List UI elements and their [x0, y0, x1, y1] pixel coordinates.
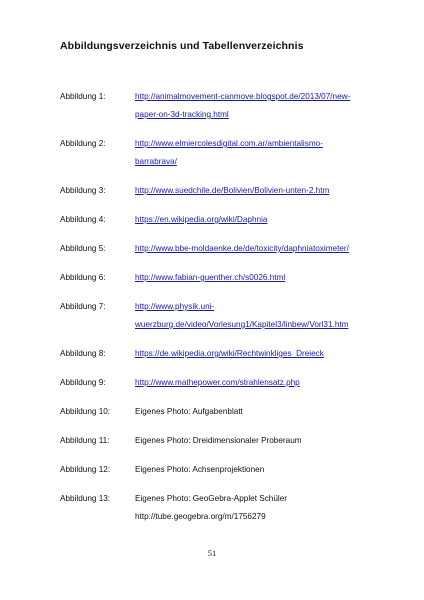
- figure-label: Abbildung 1:: [60, 92, 106, 101]
- figure-entry: [60, 211, 380, 229]
- url-link-line[interactable]: wuerzburg.de/video/Vorlesung1/Kapitel3/linbew/Vorl31.htm: [135, 320, 349, 329]
- page-title: Abbildungsverzeichnis und Tabellenverzeichnis: [60, 40, 304, 52]
- source-text-line: http://tube.geogebra.org/m/1756279: [135, 512, 266, 521]
- figure-source-text: [135, 403, 380, 421]
- figure-entry: [60, 135, 380, 171]
- figure-source-text: [135, 432, 380, 450]
- url-link-line[interactable]: http://www.bbe-moldaenke.de/de/toxicity/daphniatoximeter/: [135, 244, 349, 253]
- url-link-line[interactable]: http://www.suedchile.de/Bolivien/Bolivien-unten-2.htm: [135, 186, 330, 195]
- url-link-line[interactable]: http://www.elmiercolesdigital.com.ar/ambientalismo-: [135, 139, 323, 148]
- figure-label: Abbildung 6:: [60, 273, 106, 282]
- url-link-line[interactable]: barrabrava/: [135, 157, 177, 166]
- figure-entry: [60, 403, 380, 421]
- figure-source-text: [135, 490, 380, 526]
- figure-entry: [60, 269, 380, 287]
- figure-source-link[interactable]: [135, 345, 380, 363]
- figure-label: Abbildung 4:: [60, 215, 106, 224]
- figure-label: Abbildung 3:: [60, 186, 106, 195]
- figure-label: Abbildung 2:: [60, 139, 106, 148]
- figure-source-link[interactable]: [135, 135, 380, 171]
- figure-label: Abbildung 9:: [60, 378, 106, 387]
- figure-label: Abbildung 12:: [60, 465, 111, 474]
- figure-entry: [60, 432, 380, 450]
- figure-source-link[interactable]: [135, 240, 380, 258]
- figure-source-link[interactable]: [135, 298, 380, 334]
- url-link-line[interactable]: https://en.wikipedia.org/wiki/Daphnia: [135, 215, 268, 224]
- figure-source-link[interactable]: [135, 269, 380, 287]
- figure-source-link[interactable]: [135, 182, 380, 200]
- figure-label: Abbildung 7:: [60, 302, 106, 311]
- source-text-line: Eigenes Photo: GeoGebra-Applet Schüler: [135, 494, 288, 503]
- figure-source-link[interactable]: [135, 211, 380, 229]
- url-link-line[interactable]: paper-on-3d-tracking.html: [135, 110, 229, 119]
- url-link-line[interactable]: http://animalmovement-canmove.blogspot.de/2013/07/new-: [135, 92, 351, 101]
- figure-label: Abbildung 10:: [60, 407, 111, 416]
- figure-label: Abbildung 8:: [60, 349, 106, 358]
- figure-entry: [60, 88, 380, 124]
- source-text-line: Eigenes Photo: Achsenprojektionen: [135, 465, 265, 474]
- source-text-line: Eigenes Photo: Dreidimensionaler Proberaum: [135, 436, 302, 445]
- url-link-line[interactable]: http://www.physik.uni-: [135, 302, 215, 311]
- figure-source-text: [135, 461, 380, 479]
- figure-list: [60, 88, 380, 537]
- figure-label: Abbildung 11:: [60, 436, 110, 445]
- url-link-line[interactable]: http://www.fabian-guenther.ch/s0026.html: [135, 273, 286, 282]
- figure-entry: [60, 374, 380, 392]
- figure-source-link[interactable]: [135, 374, 380, 392]
- figure-source-link[interactable]: [135, 88, 380, 124]
- url-link-line[interactable]: http://www.mathepower.com/strahlensatz.php: [135, 378, 300, 387]
- figure-label: Abbildung 5:: [60, 244, 106, 253]
- source-text-line: Eigenes Photo: Aufgabenblatt: [135, 407, 243, 416]
- figure-entry: [60, 298, 380, 334]
- figure-entry: [60, 461, 380, 479]
- page-number: 51: [207, 548, 217, 558]
- figure-entry: [60, 490, 380, 526]
- figure-entry: [60, 182, 380, 200]
- figure-entry: [60, 240, 380, 258]
- figure-label: Abbildung 13:: [60, 494, 111, 503]
- figure-entry: [60, 345, 380, 363]
- url-link-line[interactable]: https://de.wikipedia.org/wiki/Rechtwinkliges_Dreieck: [135, 349, 324, 358]
